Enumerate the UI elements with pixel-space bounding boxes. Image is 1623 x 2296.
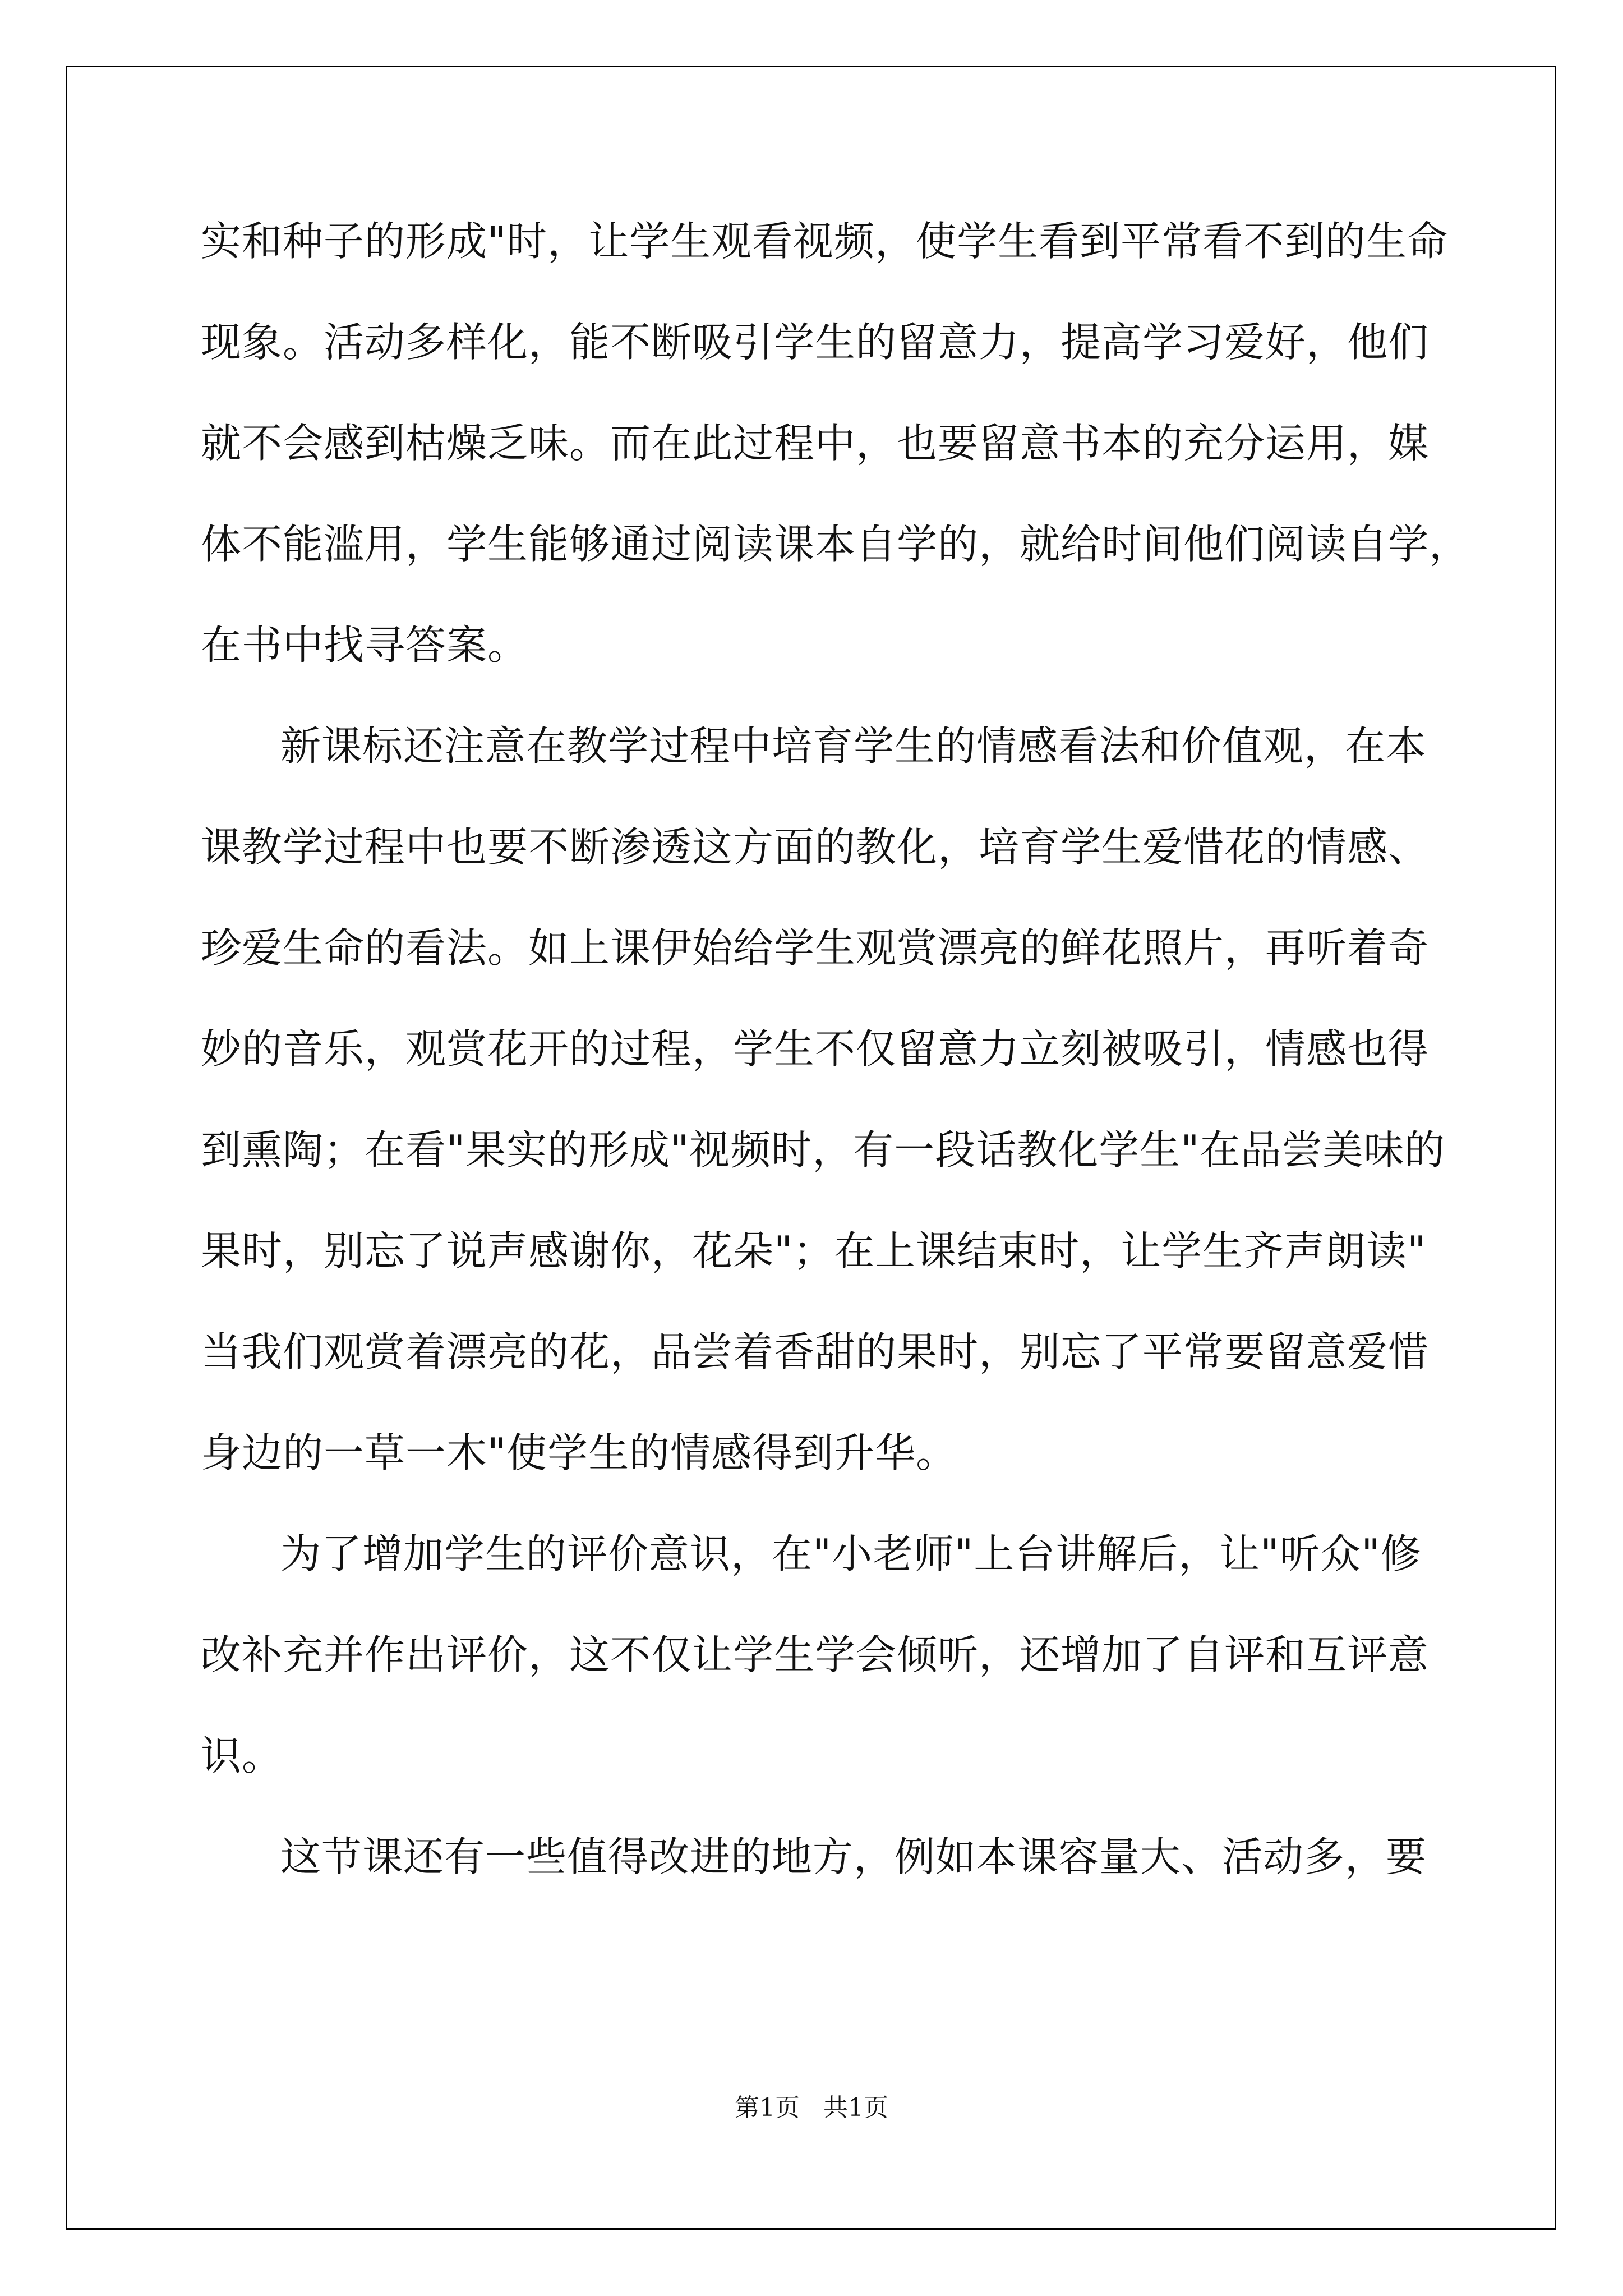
text-line: 到熏陶；在看"果实的形成"视频时，有一段话教化学生"在品尝美味的	[201, 1126, 1446, 1174]
text-line: 在书中找寻答案。	[201, 622, 529, 669]
paragraph-first-line: 这节课还有一些值得改进的地方，例如本课容量大、活动多，要	[280, 1833, 1427, 1880]
text-line: 现象。活动多样化，能不断吸引学生的留意力，提高学习爱好，他们	[201, 319, 1430, 366]
page-number-footer: 第1页 共1页	[735, 2093, 888, 2122]
text-line: 实和种子的形成"时，让学生观看视频，使学生看到平常看不到的生命	[201, 218, 1449, 265]
text-line: 就不会感到枯燥乏味。而在此过程中，也要留意书本的充分运用，媒	[201, 420, 1430, 467]
text-line: 识。	[201, 1732, 283, 1779]
text-line: 珍爱生命的看法。如上课伊始给学生观赏漂亮的鲜花照片，再听着奇	[201, 924, 1430, 972]
text-line: 妙的音乐，观赏花开的过程，学生不仅留意力立刻被吸引，情感也得	[201, 1025, 1430, 1073]
text-line: 课教学过程中也要不断渗透这方面的教化，培育学生爱惜花的情感、	[201, 823, 1430, 871]
text-line: 身边的一草一木"使学生的情感得到升华。	[201, 1429, 957, 1476]
text-line: 体不能滥用，学生能够通过阅读课本自学的，就给时间他们阅读自学，	[201, 521, 1470, 568]
paragraph-first-line: 新课标还注意在教学过程中培育学生的情感看法和价值观，在本	[280, 723, 1427, 770]
text-line: 改补充并作出评价，这不仅让学生学会倾听，还增加了自评和互评意	[201, 1631, 1430, 1678]
text-line: 当我们观赏着漂亮的花，品尝着香甜的果时，别忘了平常要留意爱惜	[201, 1328, 1430, 1375]
text-line: 果时，别忘了说声感谢你，花朵"；在上课结束时，让学生齐声朗读"	[201, 1227, 1427, 1274]
paragraph-first-line: 为了增加学生的评价意识，在"小老师"上台讲解后，让"听众"修	[280, 1530, 1422, 1577]
